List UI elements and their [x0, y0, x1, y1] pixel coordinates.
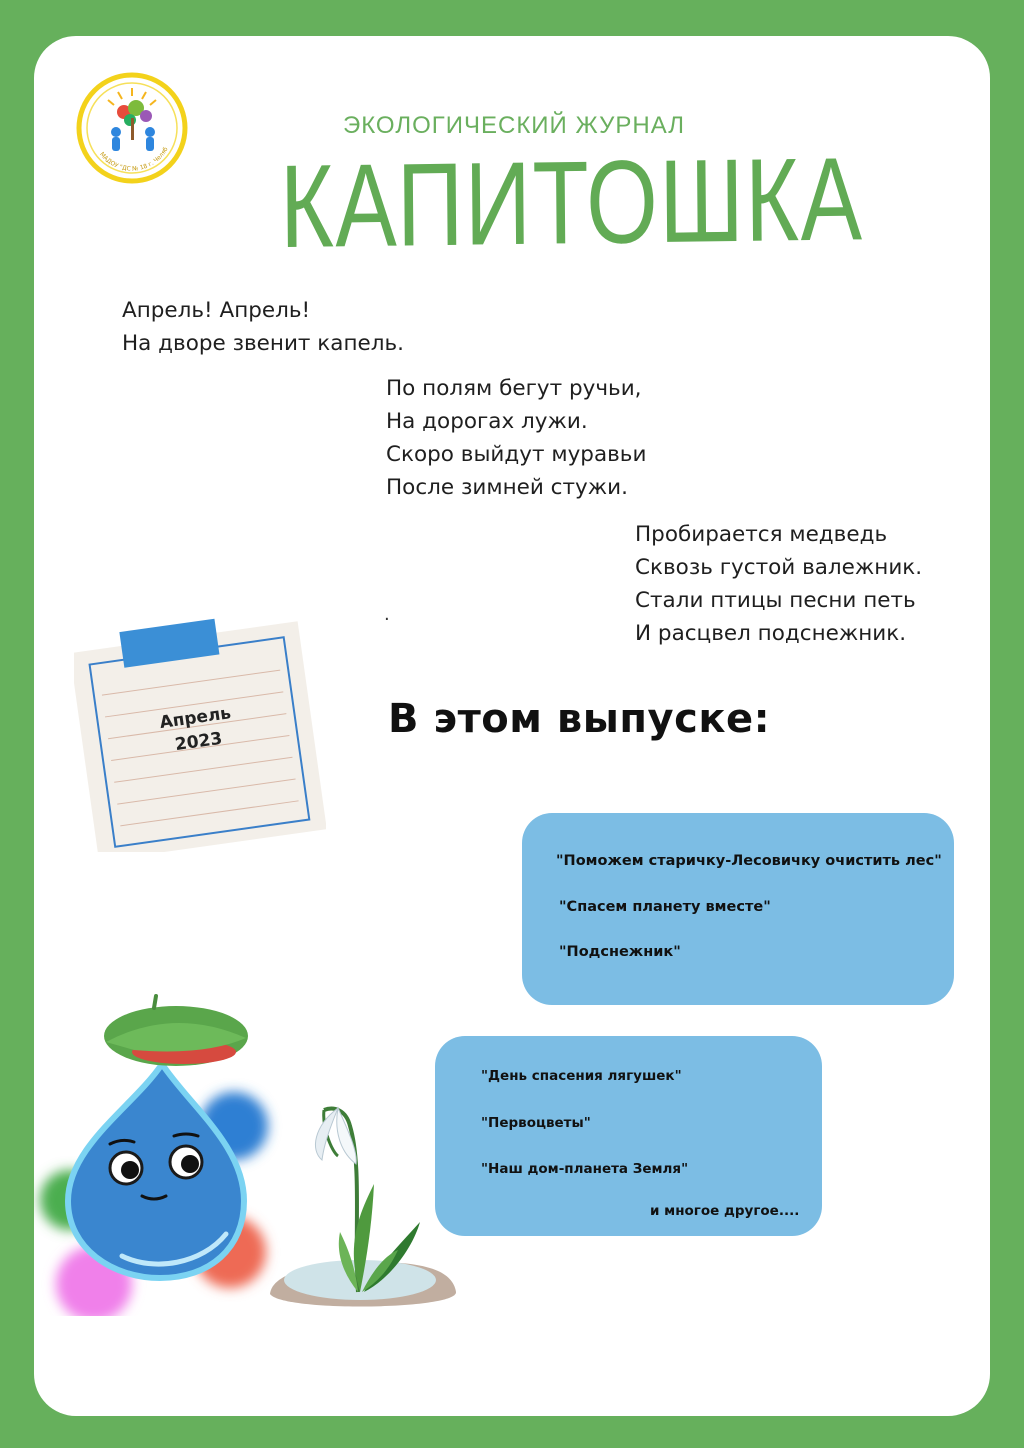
note-year: 2023: [173, 728, 224, 756]
issue-item: "Подснежник": [559, 944, 681, 960]
issue-item: "Первоцветы": [481, 1115, 591, 1131]
logo-caption: МАДОУ "ДС № 18 г. Челяб: [98, 146, 170, 173]
poem-line: Сквозь густой валежник.: [635, 555, 923, 580]
issue-item: "Поможем старичку-Лесовичку очистить лес": [556, 853, 942, 869]
poem-line: Пробирается медведь: [635, 522, 888, 547]
poem-stanza-3: [635, 518, 922, 650]
journal-title: КАПИТОШКА: [279, 133, 864, 274]
calendar-note: [74, 616, 326, 852]
issue-more: и многое другое....: [650, 1203, 800, 1219]
poem-line: На дворе звенит капель.: [122, 331, 404, 356]
stray-dot: .: [384, 604, 390, 625]
water-drop-mascot-icon: [34, 986, 284, 1316]
journal-subtitle: ЭКОЛОГИЧЕСКИЙ ЖУРНАЛ: [342, 112, 686, 139]
issue-heading: В этом выпуске:: [388, 696, 771, 742]
logo-emblem-icon: [74, 70, 190, 186]
snowdrop-flower-icon: [262, 1066, 462, 1316]
poem-stanza-2: [386, 372, 646, 504]
poem-stanza-1: [122, 294, 404, 360]
poem-line: Скоро выйдут муравьи: [386, 442, 647, 467]
issue-item: "Спасем планету вместе": [559, 899, 771, 915]
issue-box-2: [435, 1036, 822, 1236]
poem-line: Апрель! Апрель!: [122, 298, 311, 323]
poem-line: На дорогах лужи.: [386, 409, 588, 434]
poem-line: Стали птицы песни петь: [635, 588, 916, 613]
issue-item: "Наш дом-планета Земля": [481, 1161, 689, 1177]
issue-item: "День спасения лягушек": [481, 1068, 682, 1084]
magazine-page: [34, 36, 990, 1416]
poem-line: По полям бегут ручьи,: [386, 376, 642, 401]
note-month: Апрель: [158, 703, 233, 734]
poem-line: После зимней стужи.: [386, 475, 628, 500]
issue-box-1: [522, 813, 954, 1005]
poem-line: И расцвел подснежник.: [635, 621, 907, 646]
